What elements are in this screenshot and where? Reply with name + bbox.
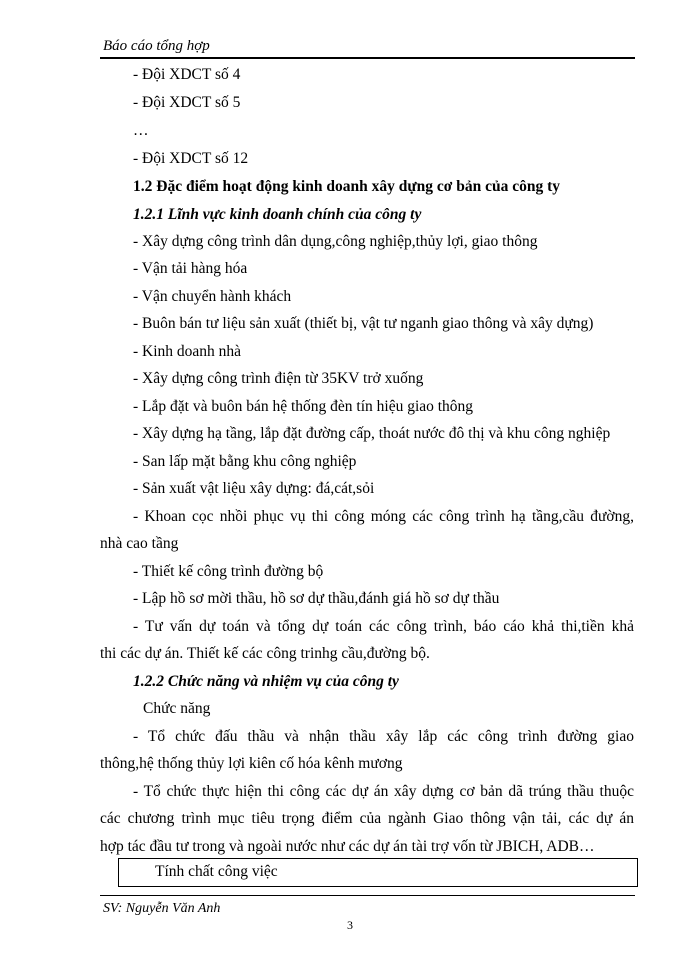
list-item: - Tổ chức thực hiện thi công các dự án xây dựng cơ bản dã trúng thầu thuộc (133, 783, 634, 800)
paragraph-continuation: nhà cao tầng (100, 535, 179, 552)
list-item: - Kinh doanh nhà (133, 343, 242, 360)
list-item: - Đội XDCT số 12 (133, 150, 249, 167)
text-box (118, 858, 638, 887)
list-item: - Buôn bán tư liệu sản xuất (thiết bị, vật tư nganh giao thông và xây dựng) (133, 315, 594, 332)
list-item: - Xây dựng hạ tầng, lắp đặt đường cấp, thoát nước đô thị và khu công nghiệp (133, 425, 611, 442)
footer-rule (100, 895, 635, 896)
list-item: - Tư vấn dự toán và tổng dự toán các công trình, báo cáo khả thi,tiền khả (133, 618, 634, 635)
list-item: - Vận chuyển hành khách (133, 288, 292, 305)
subsection-heading: 1.2.1 Lĩnh vực kinh doanh chính của công ty (133, 206, 422, 223)
list-item: - Khoan cọc nhồi phục vụ thi công móng các công trình hạ tầng,cầu đường, (133, 508, 634, 525)
page-number: 3 (347, 918, 353, 932)
list-item: - Đội XDCT số 4 (133, 66, 241, 83)
list-item: - Đội XDCT số 5 (133, 94, 241, 111)
paragraph-label: Chức năng (143, 700, 211, 717)
subsection-heading: 1.2.2 Chức năng và nhiệm vụ của công ty (133, 673, 399, 690)
footer-author: SV: Nguyễn Văn Anh (103, 901, 221, 916)
header-title: Báo cáo tổng hợp (103, 38, 210, 54)
list-item: - Xây dựng công trình dân dụng,công nghiệp,thủy lợi, giao thông (133, 233, 538, 250)
paragraph-continuation: thông,hệ thống thủy lợi kiên cố hóa kênh mương (100, 755, 403, 772)
paragraph-continuation: hợp tác đầu tư trong và ngoài nước như các dự án tài trợ vốn từ JBICH, ADB… (100, 838, 595, 855)
header-rule (100, 57, 635, 59)
section-heading: 1.2 Đặc điểm hoạt động kinh doanh xây dựng cơ bản của công ty (133, 178, 560, 195)
list-item: - Xây dựng công trình điện từ 35KV trở xuống (133, 370, 424, 387)
paragraph-continuation: các chương trình mục tiêu trọng điểm của ngành Giao thông vận tải, các dự án (100, 810, 634, 827)
list-item: - Thiết kế công trình đường bộ (133, 563, 324, 580)
list-item: - Sản xuất vật liệu xây dựng: đá,cát,sỏi (133, 480, 375, 497)
list-item: - Lập hồ sơ mời thầu, hồ sơ dự thầu,đánh giá hồ sơ dự thầu (133, 590, 500, 607)
list-item: - Vận tải hàng hóa (133, 260, 248, 277)
list-item: - Lắp đặt và buôn bán hệ thống đèn tín hiệu giao thông (133, 398, 474, 415)
text-box-label: Tính chất công việc (155, 863, 278, 880)
list-item: - Tổ chức đấu thầu và nhận thầu xây lắp các công trình đường giao (133, 728, 634, 745)
list-item: - San lấp mặt bằng khu công nghiệp (133, 453, 357, 470)
ellipsis-line: … (133, 122, 149, 139)
paragraph-continuation: thi các dự án. Thiết kế các công trinhg cầu,đường bộ. (100, 645, 430, 662)
